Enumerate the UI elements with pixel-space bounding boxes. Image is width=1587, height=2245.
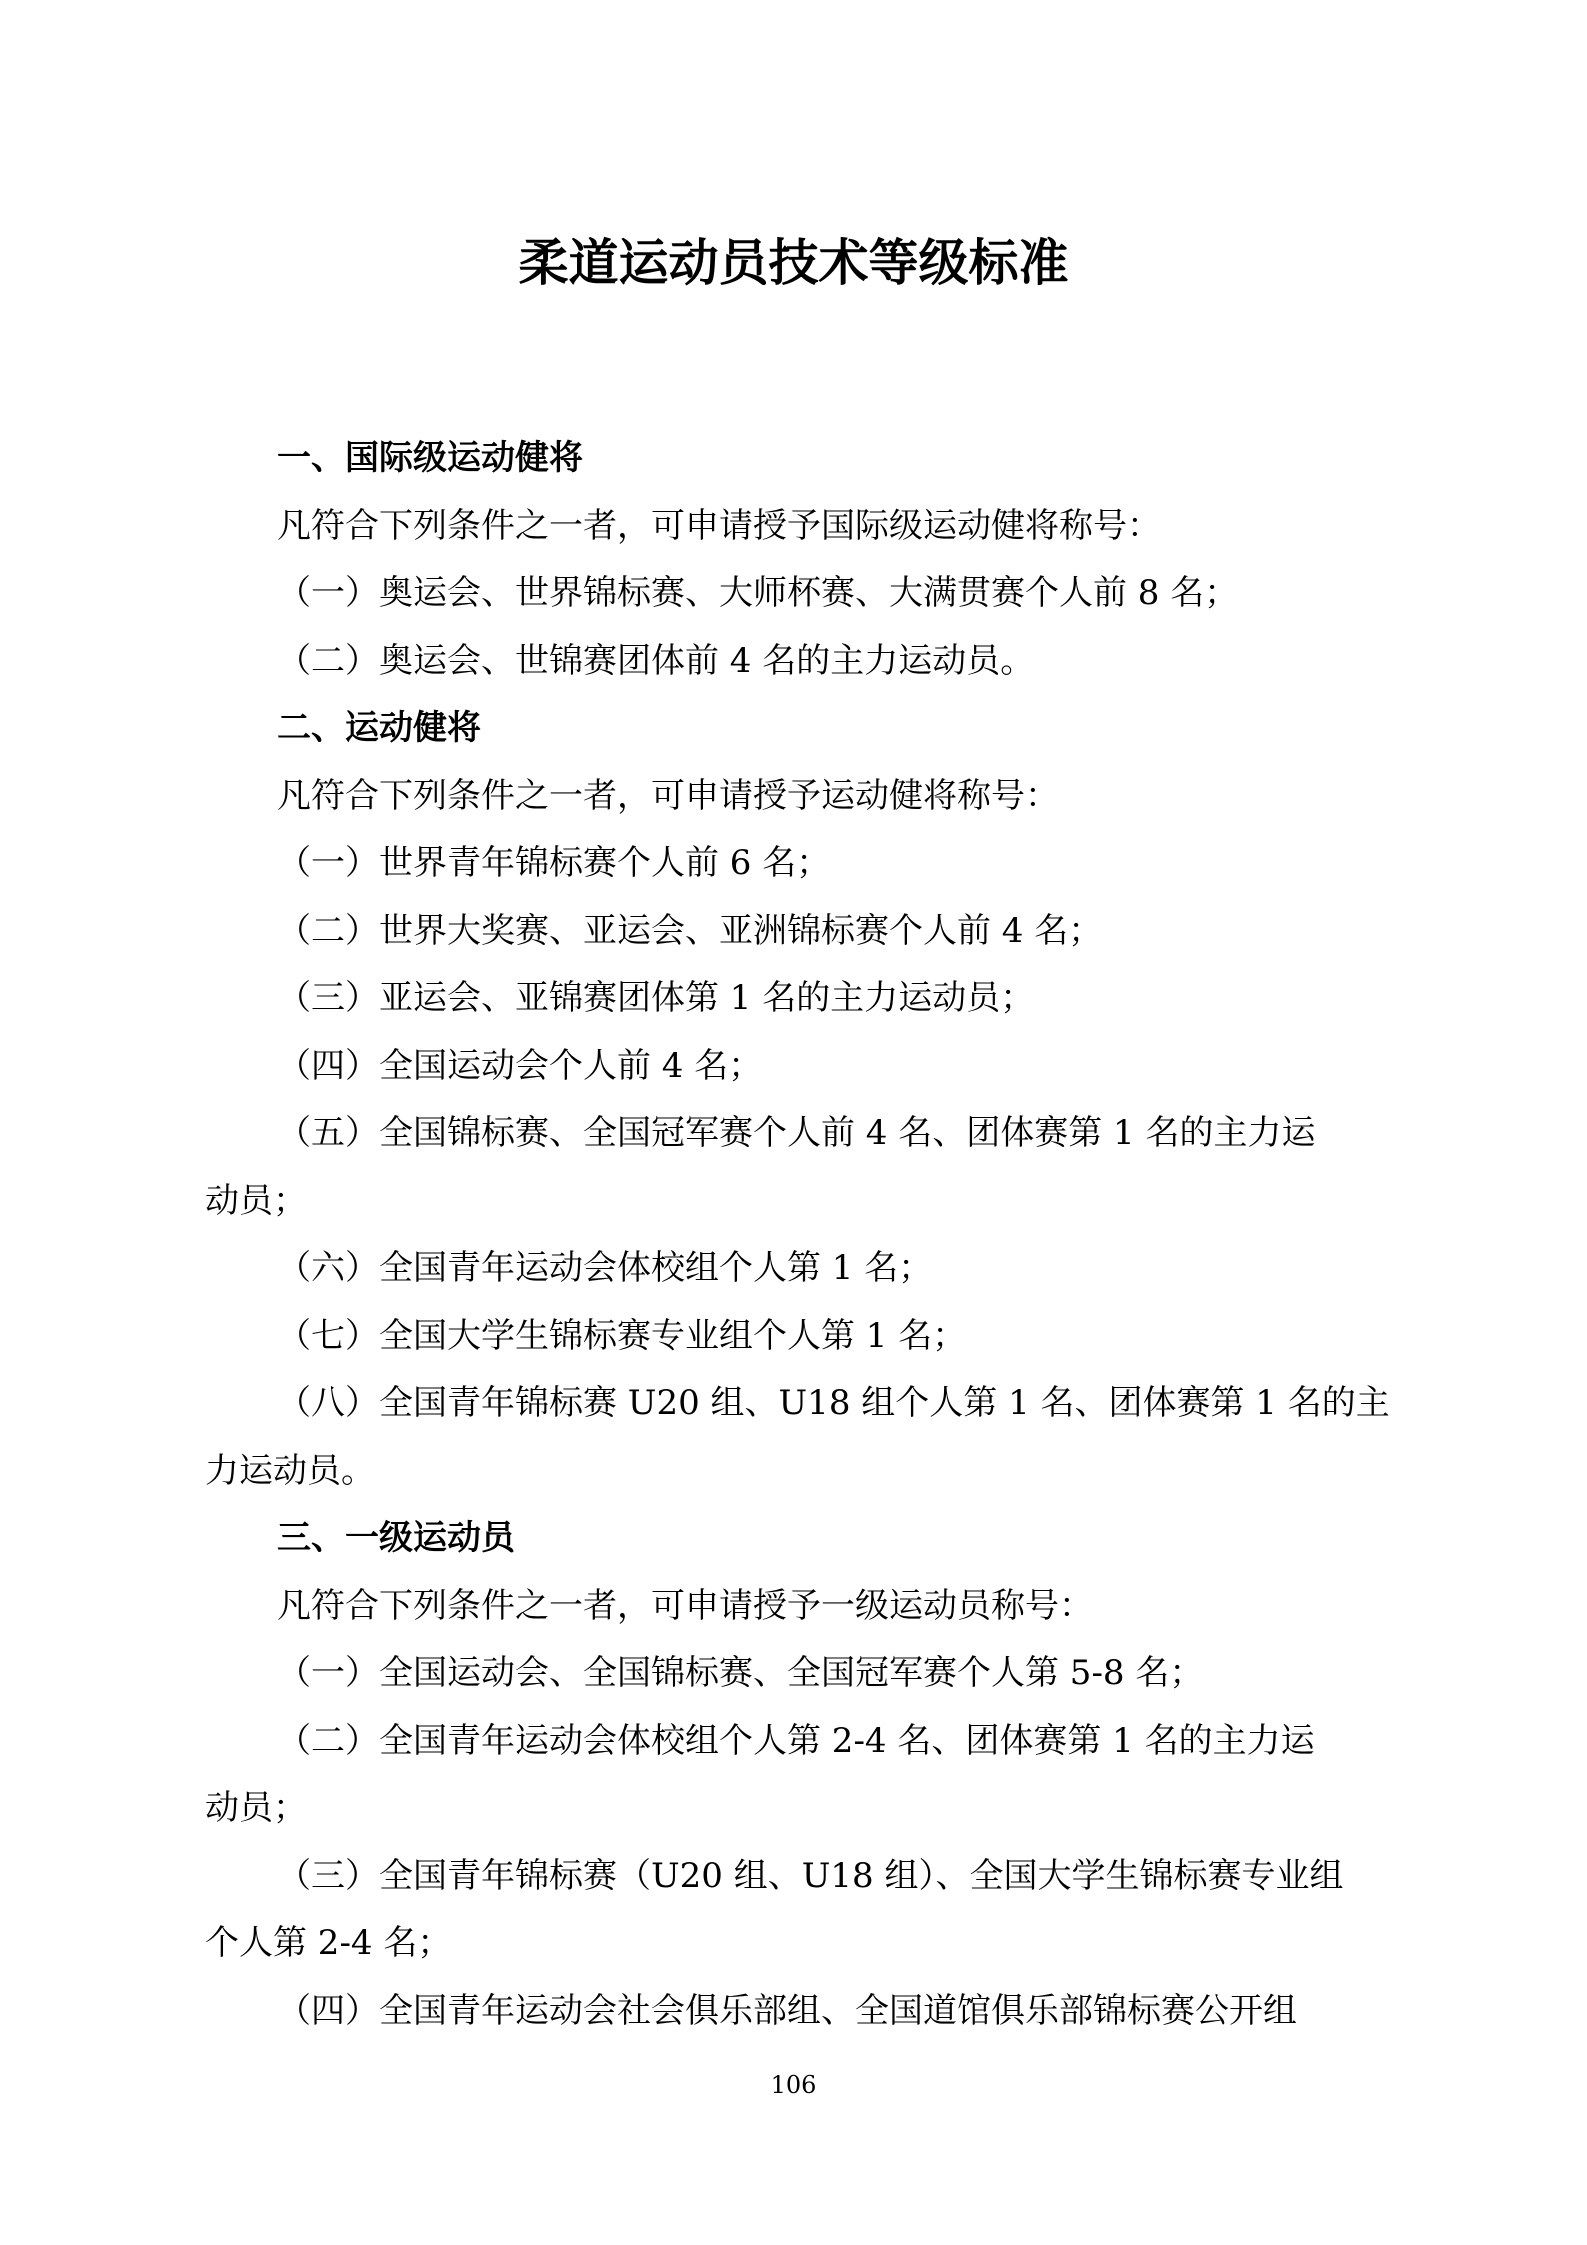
document-body (205, 425, 1390, 2045)
page-number: 106 (770, 2071, 817, 2099)
paragraph-line: （二）世界大奖赛、亚运会、亚洲锦标赛个人前 4 名； (277, 910, 1103, 951)
paragraph-line: （四）全国运动会个人前 4 名； (277, 1045, 763, 1086)
paragraph-line: （一）奥运会、世界锦标赛、大师杯赛、大满贯赛个人前 8 名； (277, 573, 1239, 613)
paragraph-line: 凡符合下列条件之一者，可申请授予一级运动员称号： (277, 1585, 1093, 1626)
paragraph-line: 凡符合下列条件之一者，可申请授予运动健将称号： (277, 775, 1059, 816)
paragraph-line: （六）全国青年运动会体校组个人第 1 名； (277, 1248, 933, 1288)
paragraph-line: （八）全国青年锦标赛 U20 组、U18 组个人第 1 名、团体赛第 1 名的主 (277, 1383, 1390, 1423)
paragraph-continuation: 力运动员。 (205, 1450, 375, 1491)
paragraph-line: （二）全国青年运动会体校组个人第 2-4 名、团体赛第 1 名的主力运 (277, 1720, 1315, 1761)
paragraph-line: 凡符合下列条件之一者，可申请授予国际级运动健将称号： (277, 505, 1161, 546)
paragraph-continuation: 动员； (205, 1180, 307, 1221)
paragraph-line: （七）全国大学生锦标赛专业组个人第 1 名； (277, 1315, 967, 1356)
paragraph-line: （三）全国青年锦标赛（U20 组、U18 组）、全国大学生锦标赛专业组 (277, 1855, 1344, 1896)
paragraph-continuation: 个人第 2-4 名； (205, 1923, 452, 1963)
section-heading: 二、运动健将 (277, 708, 481, 748)
paragraph-line: （一）世界青年锦标赛个人前 6 名； (277, 843, 831, 883)
section-heading: 三、一级运动员 (277, 1518, 515, 1558)
paragraph-line: （三）亚运会、亚锦赛团体第 1 名的主力运动员； (277, 978, 1035, 1018)
paragraph-continuation: 动员； (205, 1788, 307, 1828)
paragraph-line: （一）全国运动会、全国锦标赛、全国冠军赛个人第 5-8 名； (277, 1653, 1204, 1693)
paragraph-line: （二）奥运会、世锦赛团体前 4 名的主力运动员。 (277, 640, 1035, 681)
page-title: 柔道运动员技术等级标准 (518, 234, 1069, 292)
paragraph-line: （五）全国锦标赛、全国冠军赛个人前 4 名、团体赛第 1 名的主力运 (277, 1113, 1316, 1153)
paragraph-line: （四）全国青年运动会社会俱乐部组、全国道馆俱乐部锦标赛公开组 (277, 1990, 1297, 2031)
section-heading: 一、国际级运动健将 (277, 438, 583, 478)
